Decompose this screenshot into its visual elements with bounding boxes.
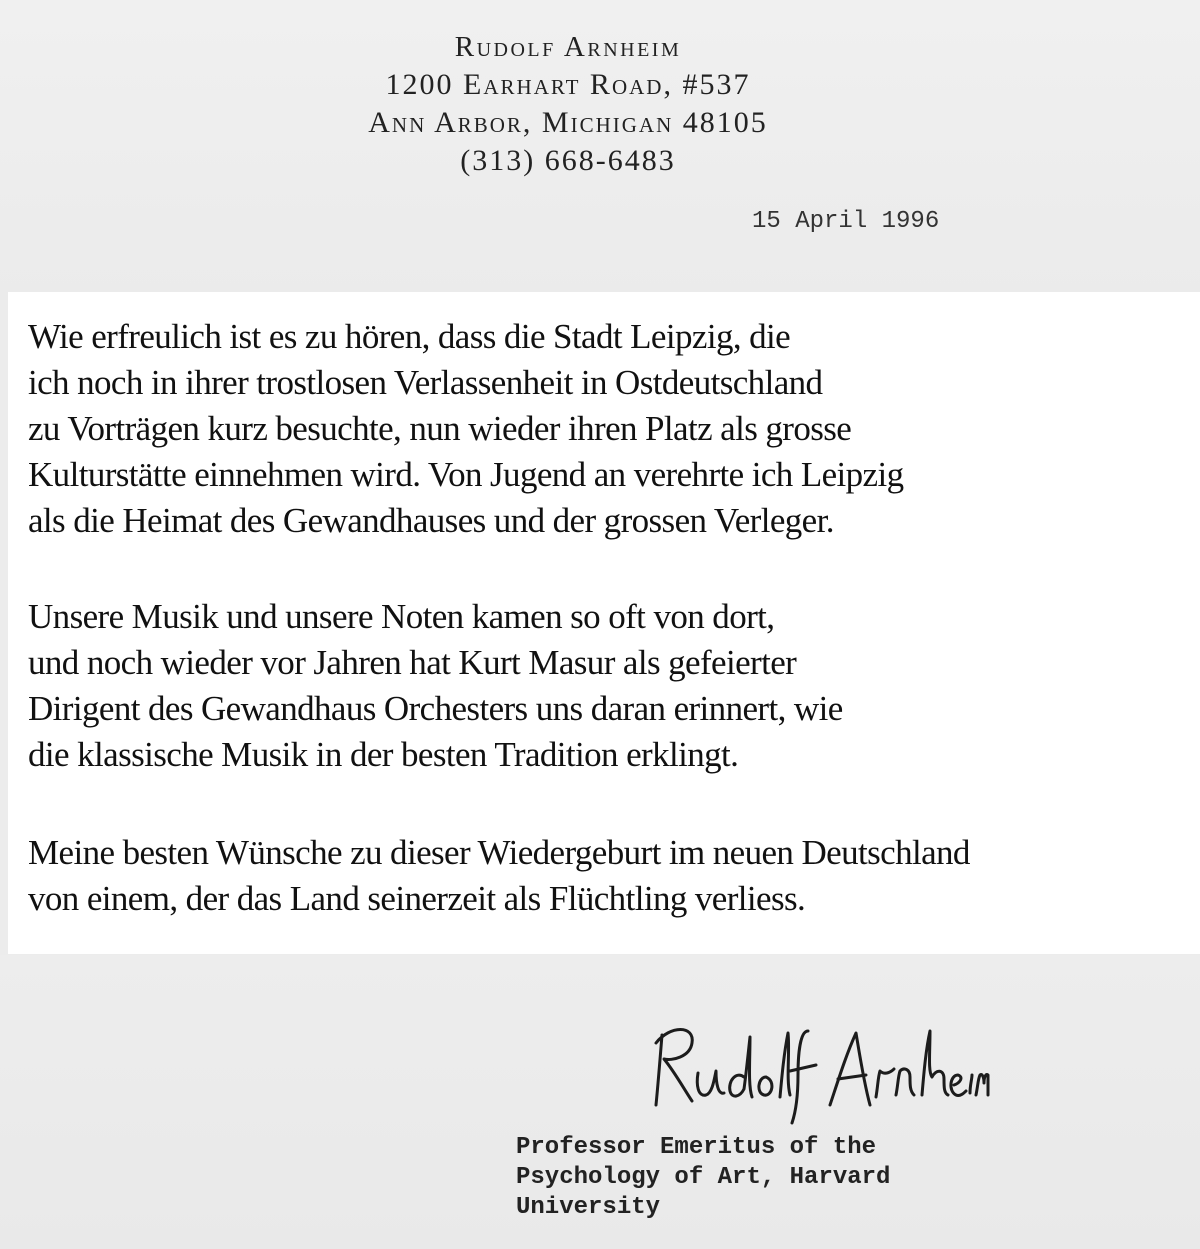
paragraph-line: und noch wieder vor Jahren hat Kurt Masur als gefeierter: [28, 643, 797, 682]
paragraph-line: Unsere Musik und unsere Noten kamen so oft von dort,: [28, 597, 775, 636]
signature-block: [516, 1133, 890, 1223]
letter-body: [8, 292, 1200, 954]
paragraph-3: [28, 830, 970, 922]
letterhead-name: Rudolf Arnheim: [454, 31, 682, 63]
letterhead-phone: (313) 668-6483: [460, 144, 676, 177]
paragraph-2: [28, 594, 843, 778]
letterhead-address-line-2: Ann Arbor, Michigan 48105: [368, 106, 768, 139]
closing-line: Professor Emeritus of the: [516, 1134, 877, 1161]
closing-line: University: [516, 1194, 661, 1221]
paragraph-line: Wie erfreulich ist es zu hören, dass die Stadt Leipzig, die: [28, 317, 791, 356]
letter-date: 15 April 1996: [752, 208, 940, 235]
handwritten-signature: [640, 1005, 990, 1135]
paragraph-1: [28, 314, 904, 544]
paragraph-line: zu Vorträgen kurz besuchte, nun wieder ihren Platz als grosse: [28, 409, 852, 448]
paragraph-line: Meine besten Wünsche zu dieser Wiedergeburt im neuen Deutschland: [28, 833, 970, 872]
paragraph-line: als die Heimat des Gewandhauses und der grossen Verleger.: [28, 501, 834, 540]
closing-line: Psychology of Art, Harvard: [516, 1164, 891, 1191]
letterhead-address-line-1: 1200 Earhart Road, #537: [385, 68, 751, 101]
paragraph-line: Dirigent des Gewandhaus Orchesters uns daran erinnert, wie: [28, 689, 843, 728]
letterhead: [0, 28, 1136, 180]
paragraph-line: die klassische Musik in der besten Tradition erklingt.: [28, 735, 739, 774]
paragraph-line: ich noch in ihrer trostlosen Verlassenheit in Ostdeutschland: [28, 363, 823, 402]
paragraph-line: Kulturstätte einnehmen wird. Von Jugend an verehrte ich Leipzig: [28, 455, 904, 494]
paragraph-line: von einem, der das Land seinerzeit als Flüchtling verliess.: [28, 879, 806, 918]
